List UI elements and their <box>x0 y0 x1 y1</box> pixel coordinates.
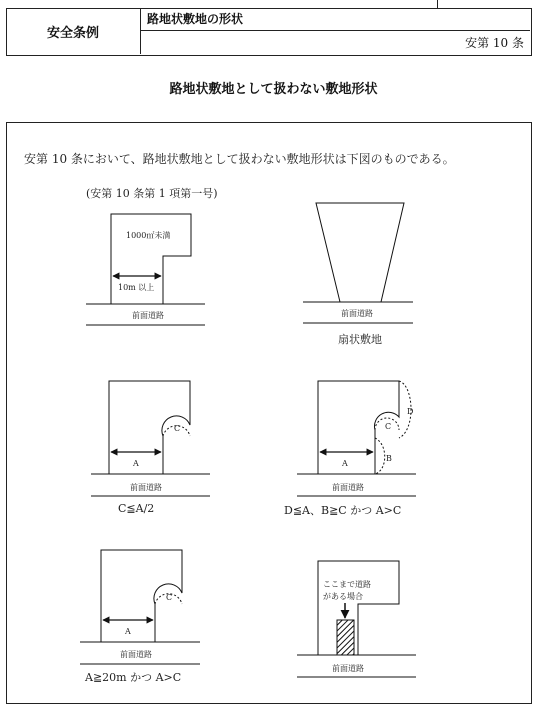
header-subject: 路地状敷地の形状 <box>141 8 530 31</box>
fig5-road-label: 前面道路 <box>120 650 152 659</box>
fig6-note-line2: がある場合 <box>323 592 363 601</box>
fig4-label-b: B <box>386 454 392 463</box>
header-category: 安全条例 <box>6 8 141 54</box>
fig4-label-d: D <box>407 407 414 416</box>
page-title: 路地状敷地として扱わない敷地形状 <box>169 82 378 97</box>
fig3-label-c: C <box>174 424 181 433</box>
fig6-hatched-road <box>337 620 354 655</box>
fig5-caption: A≧20m かつ A>C <box>85 671 182 684</box>
figure-6 <box>297 561 416 677</box>
fig3-road-label: 前面道路 <box>130 483 162 492</box>
fig4-label-a: A <box>342 459 348 468</box>
fig3-label-a: A <box>133 459 139 468</box>
fig3-caption: C≦A/2 <box>118 502 155 515</box>
fig4-label-c: C <box>385 422 392 431</box>
header-article: 安第 10 条 <box>465 36 524 50</box>
fig4-caption: D≦A、B≧C かつ A>C <box>284 504 402 517</box>
figure-3 <box>91 381 210 515</box>
fig6-lot-outline <box>318 561 399 655</box>
fig5-label-a: A <box>125 627 131 636</box>
fig2-fan-lot-outline <box>316 203 404 302</box>
figure-5 <box>80 550 200 684</box>
fig1-reference: (安第 10 条第 1 項第一号) <box>86 187 218 200</box>
fig6-road-label: 前面道路 <box>332 664 364 673</box>
fig5-label-c: C <box>166 593 173 602</box>
fig4-road-label: 前面道路 <box>332 483 364 492</box>
fig1-road-label: 前面道路 <box>132 311 164 320</box>
fig1-width-label: 10m 以上 <box>118 283 155 292</box>
fig2-caption: 扇状敷地 <box>338 333 382 346</box>
fig1-area-label: 1000㎡未満 <box>126 231 171 240</box>
intro-text: 安第 10 条において、路地状敷地として扱わない敷地形状は下図のものである。 <box>24 152 455 166</box>
figure-2 <box>303 203 413 346</box>
figure-4 <box>284 381 416 517</box>
fig6-note-line1: ここまで道路 <box>323 580 371 589</box>
fig2-road-label: 前面道路 <box>341 309 373 318</box>
fig4-arc-b <box>375 438 385 474</box>
figure-1 <box>86 186 218 325</box>
